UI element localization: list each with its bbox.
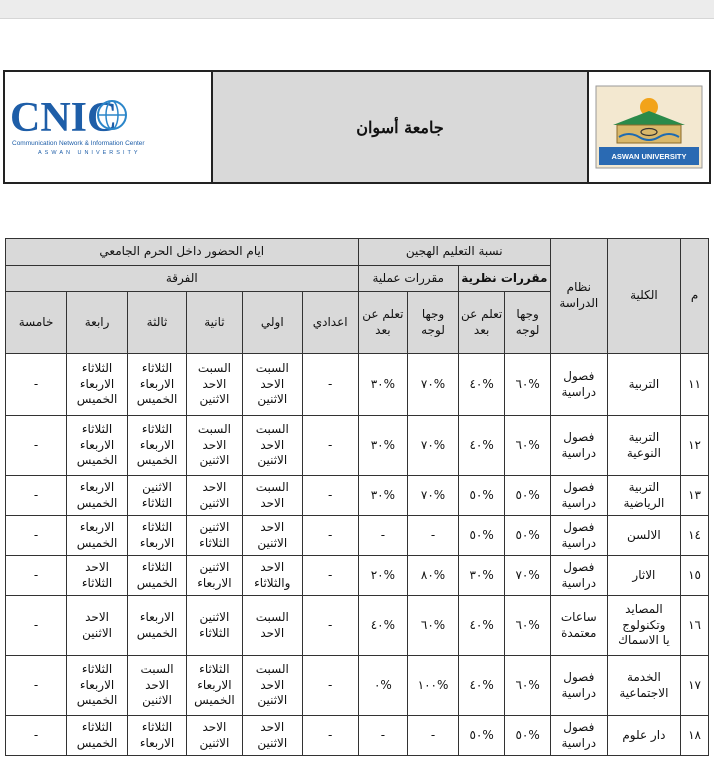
cell-line: والثلاثاء — [254, 575, 291, 590]
practical-face: %٧٠ — [408, 416, 459, 476]
cell-line: الاربعاء — [197, 575, 232, 590]
college-name — [607, 656, 680, 716]
grade-2-days — [186, 716, 242, 756]
cell-line: الاربعاء — [197, 677, 232, 692]
header-attendance-days: ايام الحضور داخل الحرم الجامعي — [6, 239, 359, 266]
cnic-logo — [8, 87, 208, 167]
theoretical-face: %٦٠ — [505, 416, 550, 476]
grade-5-days: - — [6, 476, 67, 516]
grade-4-days — [67, 476, 128, 516]
grade-5-days: - — [6, 596, 67, 656]
theoretical-face: %٧٠ — [505, 556, 550, 596]
top-bar — [0, 0, 714, 19]
cell-line: السبت — [255, 361, 289, 376]
cell-line: الخميس — [76, 453, 118, 468]
cell-line: التربية — [628, 479, 660, 494]
cell-line: الثلاثاء — [141, 495, 173, 510]
grade-2-days — [186, 656, 242, 716]
grade-prep-days: - — [302, 354, 358, 416]
cell-line: الاثنين — [199, 735, 230, 750]
study-system — [550, 556, 607, 596]
cell-line: الثلاثاء — [141, 719, 173, 734]
header-hybrid-ratio: نسبة التعليم الهجين — [358, 239, 550, 266]
table-row — [6, 516, 709, 556]
cell-line: وتكنولوج — [622, 617, 666, 632]
grade-prep-days: - — [302, 416, 358, 476]
cell-line: الاحد — [202, 479, 227, 494]
cell-line: ساعات — [560, 609, 597, 624]
theoretical-face: %٥٠ — [505, 516, 550, 556]
grade-3-days — [128, 416, 187, 476]
practical-face: %٦٠ — [408, 596, 459, 656]
study-system — [550, 416, 607, 476]
grade-3-days — [128, 556, 187, 596]
grade-3-days — [128, 354, 187, 416]
row-num: ١٣ — [681, 476, 709, 516]
cell-line: يا الاسماك — [618, 633, 670, 648]
cell-line: النوعية — [626, 445, 661, 460]
grade-prep-days: - — [302, 556, 358, 596]
grade-1-days — [242, 656, 302, 716]
cell-line: دراسية — [561, 384, 597, 399]
college-name — [607, 354, 680, 416]
cell-line: الخميس — [76, 392, 118, 407]
cell-line: الاحد — [260, 376, 285, 391]
cell-line: فصول — [563, 669, 595, 684]
cell-line: الاثنين — [199, 495, 230, 510]
grade-5-days: - — [6, 416, 67, 476]
cell-line: السبت — [255, 479, 289, 494]
cell-line: الاحد — [85, 609, 110, 624]
cell-line: الاربعاء — [139, 535, 175, 550]
cell-line: الاربعاء — [139, 735, 175, 750]
header-theoretical: مقررات نظرية — [458, 266, 550, 292]
cell-line: دار علوم — [622, 727, 666, 742]
row-num: ١٢ — [681, 416, 709, 476]
cell-line: الثلاثاء — [199, 625, 230, 640]
cell-line: الاثنين — [257, 392, 288, 407]
cell-line: دراسية — [561, 735, 597, 750]
table-row — [6, 656, 709, 716]
cell-line: التربية — [628, 376, 660, 391]
theoretical-remote: %٤٠ — [458, 656, 505, 716]
cell-line: الاحد — [260, 519, 285, 534]
university-logo-cell — [589, 72, 709, 182]
study-system — [550, 354, 607, 416]
practical-face: %٨٠ — [408, 556, 459, 596]
cell-line: الثلاثاء — [199, 535, 230, 550]
cell-line: الاحد — [202, 437, 227, 452]
cnic-logo-subtitle2: ASWAN UNIVERSITY — [38, 150, 141, 156]
cell-line: فصول — [563, 519, 595, 534]
header-grade-3: ثالثة — [128, 292, 187, 354]
theoretical-remote: %٣٠ — [458, 556, 505, 596]
grade-3-days — [128, 656, 187, 716]
grade-2-days — [186, 354, 242, 416]
row-num: ١١ — [681, 354, 709, 416]
row-num: ١٥ — [681, 556, 709, 596]
cell-line: الاربعاء — [79, 519, 115, 534]
grade-3-days — [128, 476, 187, 516]
practical-remote: %٠ — [358, 656, 408, 716]
cell-line: فصول — [563, 368, 595, 383]
cell-line: التربية — [628, 429, 660, 444]
header-grade-1: اولي — [242, 292, 302, 354]
cell-line: الاحد — [260, 559, 285, 574]
grade-3-days — [128, 516, 187, 556]
cell-line: الاحد — [260, 719, 285, 734]
grade-1-days — [242, 596, 302, 656]
theoretical-face: %٥٠ — [505, 716, 550, 756]
grade-prep-days: - — [302, 516, 358, 556]
cell-line: الاجتماعية — [619, 685, 669, 700]
cell-line: الثلاثاء — [141, 361, 173, 376]
cell-line: الاثنين — [257, 693, 288, 708]
grade-1-days — [242, 476, 302, 516]
cell-line: الاثنين — [257, 453, 288, 468]
cell-line: الاحد — [260, 437, 285, 452]
cell-line: الثلاثاء — [81, 662, 113, 677]
study-system — [550, 516, 607, 556]
cell-line: الثلاثاء — [81, 422, 113, 437]
cell-line: الثلاثاء — [141, 559, 173, 574]
cell-line: فصول — [563, 429, 595, 444]
cell-line: الاثنين — [199, 609, 230, 624]
cell-line: الاحد — [260, 625, 285, 640]
row-num: ١٤ — [681, 516, 709, 556]
cell-line: الاحد — [260, 677, 285, 692]
cell-line: الثلاثاء — [199, 662, 230, 677]
header-theoretical-remote: تعلم عن بعد — [458, 292, 505, 354]
grade-1-days — [242, 516, 302, 556]
theoretical-face: %٦٠ — [505, 354, 550, 416]
cell-line: الخميس — [76, 693, 118, 708]
cell-line: الاثنين — [199, 519, 230, 534]
schedule-table — [5, 238, 709, 756]
header-grade: الفرقة — [6, 266, 359, 292]
theoretical-face: %٦٠ — [505, 656, 550, 716]
university-title: جامعة أسوان — [356, 117, 444, 137]
grade-prep-days: - — [302, 476, 358, 516]
cell-line: الثلاثاء — [81, 719, 113, 734]
cnic-logo-subtitle: Communication Network & Information Center — [12, 140, 145, 147]
practical-remote: - — [358, 516, 408, 556]
grade-5-days: - — [6, 354, 67, 416]
cell-line: الاربعاء — [79, 677, 115, 692]
practical-remote: %٣٠ — [358, 354, 408, 416]
cell-line: الثلاثاء — [81, 575, 113, 590]
grade-4-days — [67, 556, 128, 596]
practical-remote: %٤٠ — [358, 596, 408, 656]
practical-face: %١٠٠ — [408, 656, 459, 716]
cell-line: الخدمة — [626, 669, 661, 684]
university-logo — [595, 85, 703, 169]
grade-1-days — [242, 416, 302, 476]
grade-4-days — [67, 716, 128, 756]
cell-line: الاثنين — [142, 479, 172, 494]
cell-line: الخميس — [76, 535, 118, 550]
grade-2-days — [186, 416, 242, 476]
cell-line: الاحد — [85, 559, 110, 574]
header-grade-5: خامسة — [6, 292, 67, 354]
grade-prep-days: - — [302, 716, 358, 756]
cell-line: الخميس — [76, 495, 118, 510]
cell-line: الالسن — [627, 527, 661, 542]
study-system — [550, 716, 607, 756]
header-practical-remote: تعلم عن بعد — [358, 292, 408, 354]
cell-line: معتمدة — [561, 625, 597, 640]
title-cell — [213, 72, 589, 182]
college-name — [607, 476, 680, 516]
theoretical-remote: %٥٠ — [458, 716, 505, 756]
cell-line: السبت — [255, 662, 289, 677]
theoretical-remote: %٥٠ — [458, 516, 505, 556]
cell-line: الخميس — [136, 575, 178, 590]
cell-line: دراسية — [561, 685, 597, 700]
cell-line: الاحد — [202, 376, 227, 391]
cell-line: الخميس — [136, 625, 178, 640]
cell-line: الاحد — [260, 495, 285, 510]
practical-face: - — [408, 716, 459, 756]
header-practical: مقررات عملية — [358, 266, 458, 292]
cell-line: دراسية — [561, 445, 597, 460]
cell-line: الثلاثاء — [81, 361, 113, 376]
grade-4-days — [67, 416, 128, 476]
theoretical-remote: %٤٠ — [458, 354, 505, 416]
grade-3-days — [128, 596, 187, 656]
cnic-logo-text: CNIC — [10, 95, 118, 141]
cell-line: الخميس — [136, 392, 178, 407]
cell-line: الاثنين — [82, 625, 113, 640]
grade-5-days: - — [6, 656, 67, 716]
cell-line: الاثنين — [257, 735, 288, 750]
practical-remote: %٣٠ — [358, 476, 408, 516]
header-practical-face: وجها لوجه — [408, 292, 459, 354]
grade-prep-days: - — [302, 596, 358, 656]
header-grade-4: رابعة — [67, 292, 128, 354]
row-num: ١٦ — [681, 596, 709, 656]
cell-line: دراسية — [561, 495, 597, 510]
cell-line: الثلاثاء — [141, 519, 173, 534]
cell-line: الاحد — [202, 719, 227, 734]
header-grade-prep: اعدادي — [302, 292, 358, 354]
practical-face: - — [408, 516, 459, 556]
row-num: ١٧ — [681, 656, 709, 716]
theoretical-remote: %٤٠ — [458, 416, 505, 476]
cell-line: السبت — [255, 422, 289, 437]
grade-2-days — [186, 476, 242, 516]
practical-remote: - — [358, 716, 408, 756]
grade-4-days — [67, 354, 128, 416]
cell-line: الخميس — [136, 453, 178, 468]
university-logo-text: ASWAN UNIVERSITY — [611, 152, 687, 161]
grade-prep-days: - — [302, 656, 358, 716]
table-row — [6, 416, 709, 476]
cell-line: الاربعاء — [139, 376, 175, 391]
cell-line: الثلاثاء — [141, 422, 173, 437]
table-row — [6, 354, 709, 416]
cell-line: الاحد — [145, 677, 169, 692]
cell-line: فصول — [563, 559, 595, 574]
cell-line: فصول — [563, 719, 595, 734]
grade-2-days — [186, 596, 242, 656]
cell-line: الاثنين — [199, 392, 230, 407]
grade-2-days — [186, 516, 242, 556]
grade-4-days — [67, 516, 128, 556]
page-header — [3, 70, 711, 184]
college-name — [607, 516, 680, 556]
header-grade-2: ثانية — [186, 292, 242, 354]
practical-face: %٧٠ — [408, 476, 459, 516]
practical-remote: %٣٠ — [358, 416, 408, 476]
cell-line: المصايد — [625, 602, 663, 617]
college-name — [607, 596, 680, 656]
theoretical-remote: %٤٠ — [458, 596, 505, 656]
cell-line: الاربعاء — [79, 437, 115, 452]
header-college: الكلية — [607, 239, 680, 354]
header-study-system: نظام الدراسة — [550, 239, 607, 354]
header-num: م — [681, 239, 709, 354]
cell-line: السبت — [140, 662, 174, 677]
cell-line: السبت — [255, 609, 289, 624]
cell-line: الاربعاء — [139, 437, 175, 452]
row-num: ١٨ — [681, 716, 709, 756]
cell-line: الاربعاء — [79, 479, 115, 494]
table-row — [6, 716, 709, 756]
grade-1-days — [242, 556, 302, 596]
grade-1-days — [242, 354, 302, 416]
cell-line: الاثنين — [199, 453, 230, 468]
cell-line: الاثنين — [199, 559, 230, 574]
college-name — [607, 716, 680, 756]
table-row — [6, 476, 709, 516]
study-system — [550, 656, 607, 716]
table-row — [6, 556, 709, 596]
cell-line: الاثار — [632, 567, 656, 582]
college-name — [607, 416, 680, 476]
study-system — [550, 476, 607, 516]
cnic-logo-cell — [5, 72, 213, 182]
grade-1-days — [242, 716, 302, 756]
table-body — [6, 354, 709, 756]
cell-line: الخميس — [76, 735, 118, 750]
grade-2-days — [186, 556, 242, 596]
cell-line: الاثنين — [257, 535, 288, 550]
cell-line: الاثنين — [142, 693, 172, 708]
college-name — [607, 556, 680, 596]
cell-line: الخميس — [194, 693, 235, 708]
study-system — [550, 596, 607, 656]
cell-line: الاربعاء — [139, 609, 175, 624]
table-row — [6, 596, 709, 656]
schedule-table-wrap — [5, 238, 709, 756]
cell-line: فصول — [563, 479, 595, 494]
cell-line: دراسية — [561, 535, 597, 550]
cell-line: الرياضية — [623, 495, 665, 510]
practical-face: %٧٠ — [408, 354, 459, 416]
theoretical-remote: %٥٠ — [458, 476, 505, 516]
practical-remote: %٢٠ — [358, 556, 408, 596]
theoretical-face: %٥٠ — [505, 476, 550, 516]
cell-line: الاربعاء — [79, 376, 115, 391]
cell-line: دراسية — [561, 575, 597, 590]
grade-4-days — [67, 596, 128, 656]
grade-4-days — [67, 656, 128, 716]
grade-5-days: - — [6, 556, 67, 596]
grade-5-days: - — [6, 516, 67, 556]
grade-3-days — [128, 716, 187, 756]
header-theoretical-face: وجها لوجه — [505, 292, 550, 354]
theoretical-face: %٦٠ — [505, 596, 550, 656]
grade-5-days: - — [6, 716, 67, 756]
cell-line: السبت — [197, 361, 231, 376]
cell-line: السبت — [197, 422, 231, 437]
